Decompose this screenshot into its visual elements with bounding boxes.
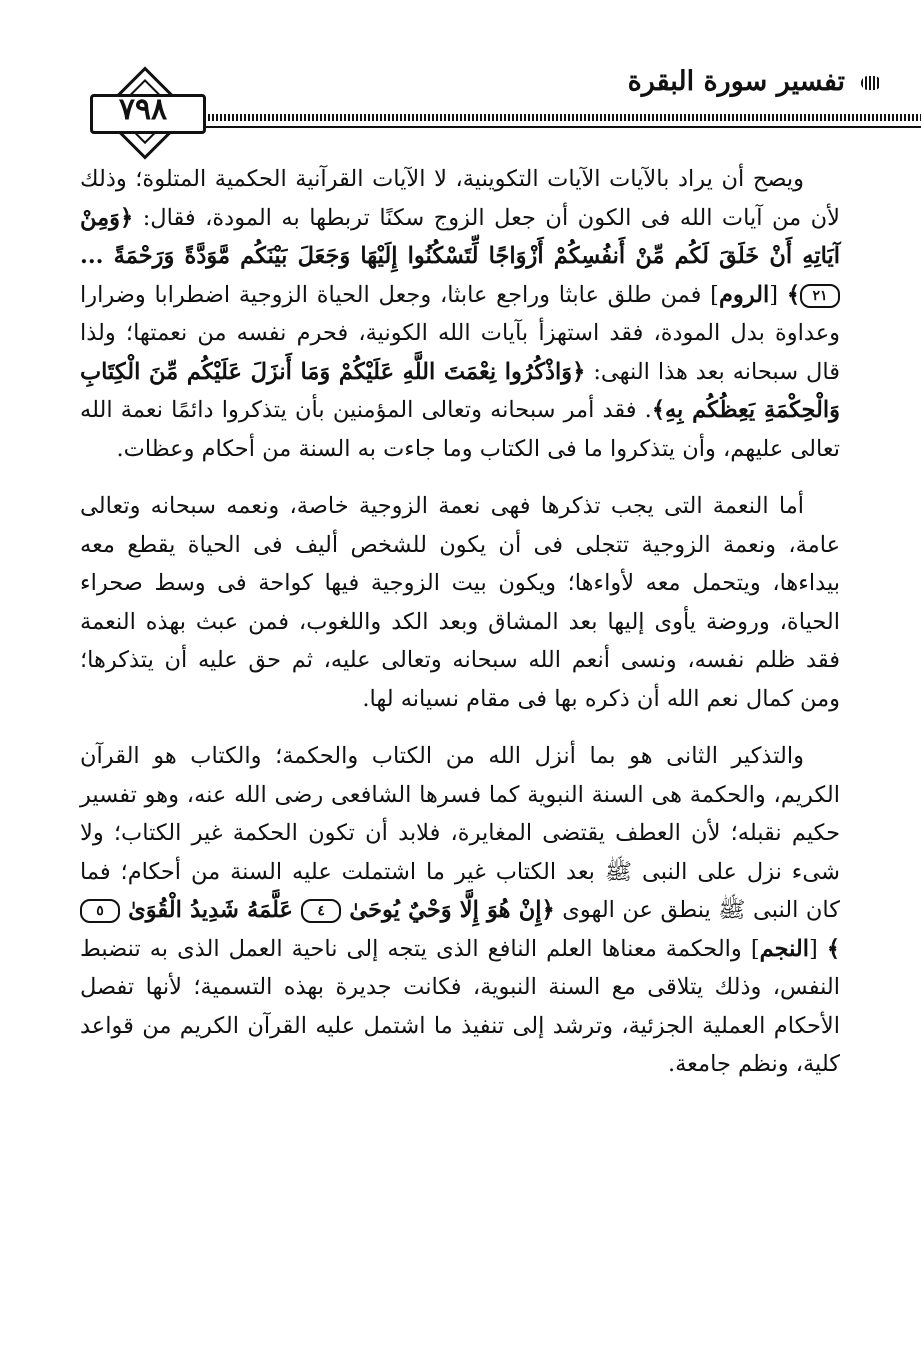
sura-name: الروم bbox=[718, 281, 770, 308]
quran-verse: ﴾ bbox=[826, 935, 840, 962]
quran-verse: ﴿وَاذْكُرُوا نِعْمَتَ اللَّهِ عَلَيْكُمْ وَمَا أَنزَلَ عَلَيْكُم مِّنَ الْكِتَابِ وَالْحِكْمَةِ يَعِظُكُم بِهِ﴾ bbox=[80, 358, 840, 423]
ayah-number: ٥ bbox=[80, 899, 120, 923]
page-number: ٧٩٨ bbox=[118, 92, 168, 127]
paragraph-3 bbox=[80, 737, 840, 1084]
body-text: . فقد أمر سبحانه وتعالى المؤمنين بأن يتذكروا دائمًا نعمة الله تعالى عليهم، وأن يتذكروا ما فى الكتاب وما جاءت به السنة من أحكام وعظات. bbox=[80, 397, 840, 462]
body-text: ] فمن طلق عابثا وراجع عابثا، وجعل الحياة الزوجية اضطرابا وضرارا وعداوة بدل المودة، فقد استهزأ بآيات الله الكونية، فحرم نفسه من نعمتها؛ ولذا قال سبحانه بعد هذا النهى: bbox=[80, 281, 840, 385]
quran-verse: ﴿وَمِنْ آيَاتِهِ أَنْ خَلَقَ لَكُم مِّنْ أَنفُسِكُمْ أَزْوَاجًا لِّتَسْكُنُوا إِلَيْهَا وَجَعَلَ بَيْنَكُم مَّوَدَّةً وَرَحْمَةً ... bbox=[80, 204, 840, 269]
body-text: ويصح أن يراد بالآيات الآيات التكوينية، لا الآيات القرآنية الحكمية المتلوة؛ وذلك لأن من آيات الله فى الكون أن جعل الزوج سكنًا تربطها به المودة، فقال: bbox=[80, 166, 840, 231]
page-body bbox=[80, 160, 840, 1084]
ornament-icon bbox=[861, 76, 881, 90]
running-title: تفسير سورة البقرة bbox=[627, 66, 845, 97]
header-rule-line bbox=[160, 126, 921, 128]
body-text: والتذكير الثانى هو بما أنزل الله من الكتاب والحكمة؛ والكتاب هو القرآن الكريم، والحكمة هى السنة النبوية كما فسرها الشافعى رضى الله عنه، وهو تفسير حكيم نقبله؛ لأن العطف يقتضى المغايرة، فلابد أن تكون الحكمة غير الكتاب؛ ولا شىء نزل على النبى ﷺ بعد الكتاب غير ما اشتملت عليه السنة من أحكام؛ فما كان النبى ﷺ ينطق عن الهوى bbox=[80, 743, 840, 923]
paragraph-1 bbox=[80, 160, 840, 468]
body-text: ] والحكمة معناها العلم النافع الذى يتجه إلى ناحية العمل الذى به تنضبط النفس، وذلك يتلاقى مع السنة النبوية، فكانت جديرة بهذه التسمية؛ لأنها تفصل الأحكام العملية الجزئية، وترشد إلى تنفيذ ما اشتمل عليه القرآن الكريم من قواعد كلية، ونظم جامعة. bbox=[80, 935, 840, 1077]
running-title-wrap bbox=[628, 66, 881, 97]
page-header bbox=[0, 0, 921, 160]
quran-verse: ﴿إِنْ هُوَ إِلَّا وَحْيٌ يُوحَىٰ bbox=[341, 897, 555, 923]
header-rule bbox=[160, 114, 921, 121]
body-text: أما النعمة التى يجب تذكرها فهى نعمة الزوجية خاصة، ونعمه سبحانه وتعالى عامة، ونعمة الزوجية تتجلى فى أن يكون للشخص أليف فى الحياة يقطع معه بيداءها، ويتحمل معه لأواءها؛ ويكون بيت الزوجية فيها كواحة فى وسط صحراء الحياة، وروضة يأوى إليها بعد المشاق وبعد الكد واللغوب، فمن عبث بهذه النعمة فقد ظلم نفسه، ونسى أنعم الله سبحانه وتعالى عليه، ثم حق عليه أن يتذكرها؛ ومن كمال نعم الله أن ذكره بها فى مقام نسيانه لها. bbox=[80, 493, 840, 712]
sura-name: النجم bbox=[759, 935, 810, 962]
paragraph-2 bbox=[80, 487, 840, 718]
body-text: [ bbox=[809, 935, 827, 962]
ayah-number: ٢١ bbox=[800, 284, 840, 308]
ayah-number: ٤ bbox=[301, 899, 341, 923]
body-text: [ bbox=[769, 281, 787, 308]
quran-verse: ﴾ bbox=[786, 281, 801, 308]
quran-verse: عَلَّمَهُ شَدِيدُ الْقُوَىٰ bbox=[120, 897, 302, 923]
